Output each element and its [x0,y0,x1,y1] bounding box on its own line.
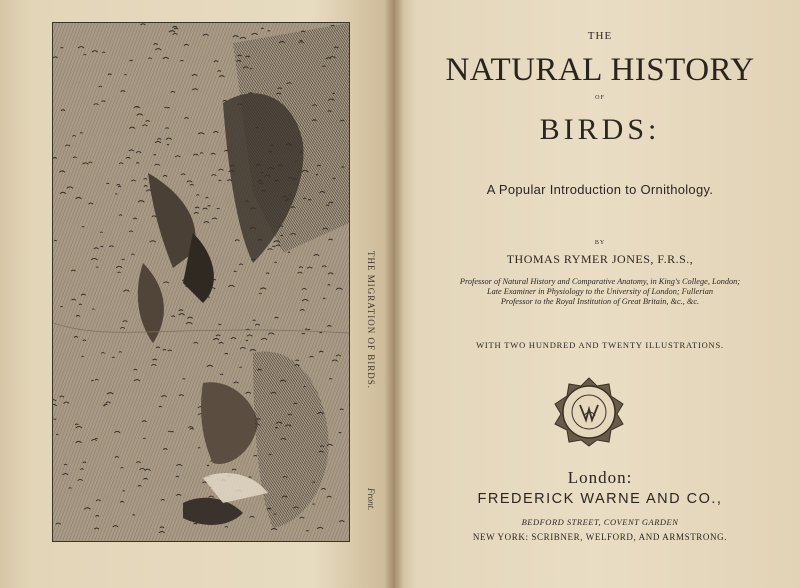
author-credentials-line: Professor of Natural History and Comparative Anatomy, in King's College, London; [459,277,741,286]
publisher-street: BEDFORD STREET, COVENT GARDEN [521,517,679,527]
subtitle: A Popular Introduction to Ornithology. [486,182,714,197]
publisher-name: FREDERICK WARNE AND CO., [477,491,723,507]
author-name: THOMAS RYMER JONES, F.R.S., [506,252,694,266]
author-credentials-line: Late Examiner in Physiology to the University of London; Fullerian [486,287,714,296]
plate-caption: THE MIGRATION OF BIRDS. [366,250,376,389]
main-title: NATURAL HISTORY [445,52,755,88]
title-the: THE [587,30,613,42]
author-credentials-line: Professor to the Royal Institution of Great Britain, &c., &c. [500,297,700,306]
migration-illustration [53,23,349,541]
publisher-device-seal [553,376,625,448]
plate-position-label: Front. [366,488,376,511]
frontispiece-engraving [52,22,350,542]
place-london: London: [567,468,633,487]
title-of: OF [595,95,605,101]
title-birds: BIRDS: [539,113,661,146]
new-york-publishers: NEW YORK: SCRIBNER, WELFORD, AND ARMSTRONG. [472,532,728,542]
illustrations-note: WITH TWO HUNDRED AND TWENTY ILLUSTRATIONS. [476,340,724,350]
byline-by: BY [594,240,606,246]
